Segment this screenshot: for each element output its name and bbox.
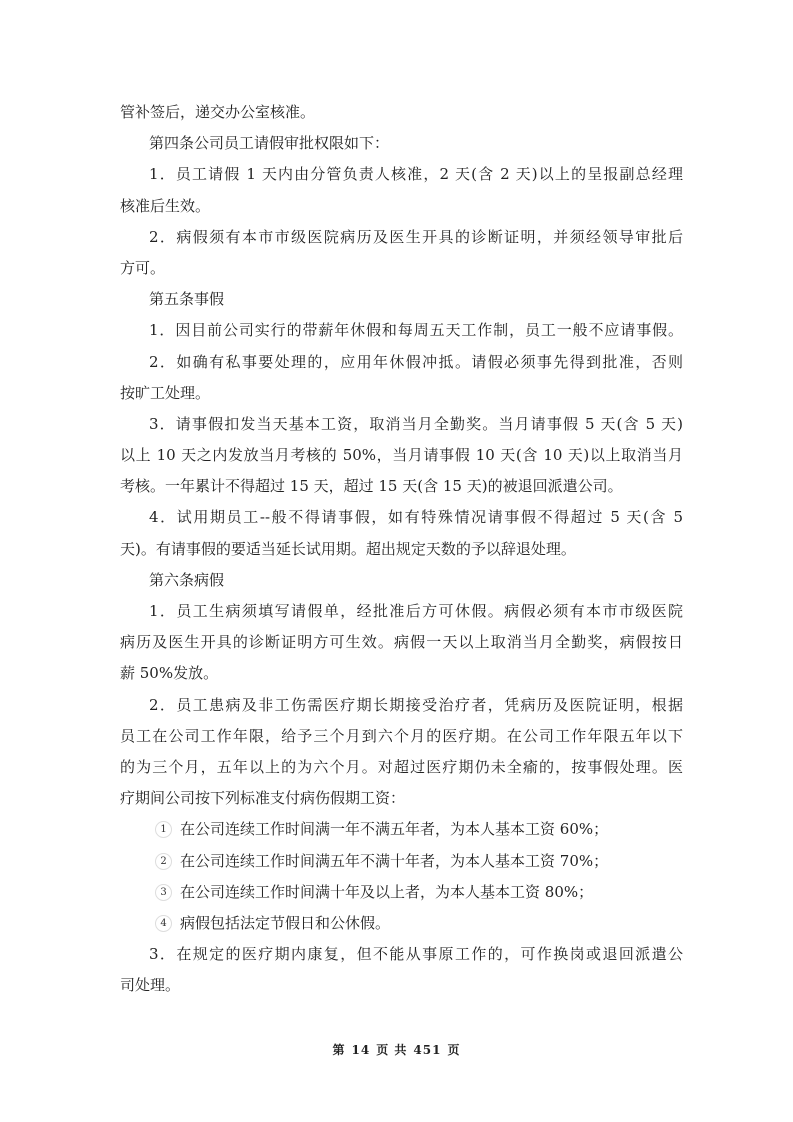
footer-mid: 页 共 <box>376 1043 408 1057</box>
circled-number: 1 <box>155 821 172 838</box>
paragraph-line: 薪 50%发放。 <box>120 664 219 683</box>
page-number: 14 <box>351 1043 371 1057</box>
total-pages: 451 <box>413 1043 442 1057</box>
list-item <box>120 846 683 877</box>
list-item-text: 在公司连续工作时间满一年不满五年者，为本人基本工资 60%； <box>180 820 609 839</box>
circled-number: 3 <box>155 884 172 901</box>
article-heading: 第四条公司员工请假审批权限如下： <box>149 134 390 153</box>
paragraph-line: 4．试用期员工--般不得请事假，如有特殊情况请事假不得超过 5 天(含 5 <box>149 508 683 527</box>
paragraph-line: 2．如确有私事要处理的，应用年休假冲抵。请假必须事先得到批准，否则 <box>149 352 683 371</box>
paragraph-line: 管补签后，递交办公室核准。 <box>120 103 316 121</box>
paragraph-line: 按旷工处理。 <box>120 383 211 402</box>
paragraph-line: 1．员工生病须填写请假单，经批准后方可休假。病假必须有本市市级医院 <box>149 602 683 620</box>
list-item-text: 在公司连续工作时间满十年及以上者，为本人基本工资 80%； <box>180 882 594 901</box>
paragraph-line: 员工在公司工作年限，给予三个月到六个月的医疗期。在公司工作年限五年以下 <box>120 726 683 745</box>
paragraph-line: 1．员工请假 1 天内由分管负责人核准，2 天(含 2 天)以上的呈报副总经理 <box>149 165 683 184</box>
list-item-text: 病假包括法定节假日和公休假。 <box>180 913 391 932</box>
circled-number: 4 <box>155 915 172 932</box>
page-footer <box>0 1041 793 1058</box>
paragraph-line: 疗期间公司按下列标准支付病伤假期工资： <box>120 789 406 808</box>
list-item <box>120 908 683 939</box>
footer-prefix: 第 <box>332 1043 346 1057</box>
list-item <box>120 814 683 845</box>
paragraph-line: 病历及医生开具的诊断证明方可生效。病假一天以上取消当月全勤奖，病假按日 <box>120 633 683 652</box>
circled-number: 2 <box>155 853 172 870</box>
paragraph-line: 3．请事假扣发当天基本工资，取消当月全勤奖。当月请事假 5 天(含 5 天) <box>149 414 683 433</box>
paragraph-line: 2．病假须有本市市级医院病历及医生开具的诊断证明，并须经领导审批后 <box>149 227 683 246</box>
paragraph-line: 方可。 <box>120 258 166 277</box>
paragraph-line: 的为三个月，五年以上的为六个月。对超过医疗期仍未全瘉的，按事假处理。医 <box>120 757 683 776</box>
list-item <box>120 877 683 908</box>
paragraph-line: 天)。有请事假的要适当延长试用期。超出规定天数的予以辞退处理。 <box>120 539 576 558</box>
paragraph-line: 1．因目前公司实行的带薪年休假和每周五天工作制，员工一般不应请事假。 <box>149 321 683 340</box>
paragraph-line: 以上 10 天之内发放当月考核的 50%，当月请事假 10 天(含 10 天)以上取消当月 <box>120 446 683 465</box>
article-heading: 第六条病假 <box>149 570 225 589</box>
article-heading: 第五条事假 <box>149 290 225 309</box>
paragraph-line: 3．在规定的医疗期内康复，但不能从事原工作的，可作换岗或退回派遣公 <box>149 945 683 964</box>
footer-suffix: 页 <box>447 1043 461 1057</box>
paragraph-line: 2．员工患病及非工伤需医疗期长期接受治疗者，凭病历及医院证明，根据 <box>149 695 683 714</box>
paragraph-line: 司处理。 <box>120 976 181 995</box>
list-item-text: 在公司连续工作时间满五年不满十年者，为本人基本工资 70%； <box>180 851 609 870</box>
paragraph-line: 核准后生效。 <box>120 196 211 215</box>
document-body <box>120 97 683 1001</box>
paragraph-line: 考核。一年累计不得超过 15 天，超过 15 天(含 15 天)的被退回派遣公司。 <box>120 477 623 496</box>
